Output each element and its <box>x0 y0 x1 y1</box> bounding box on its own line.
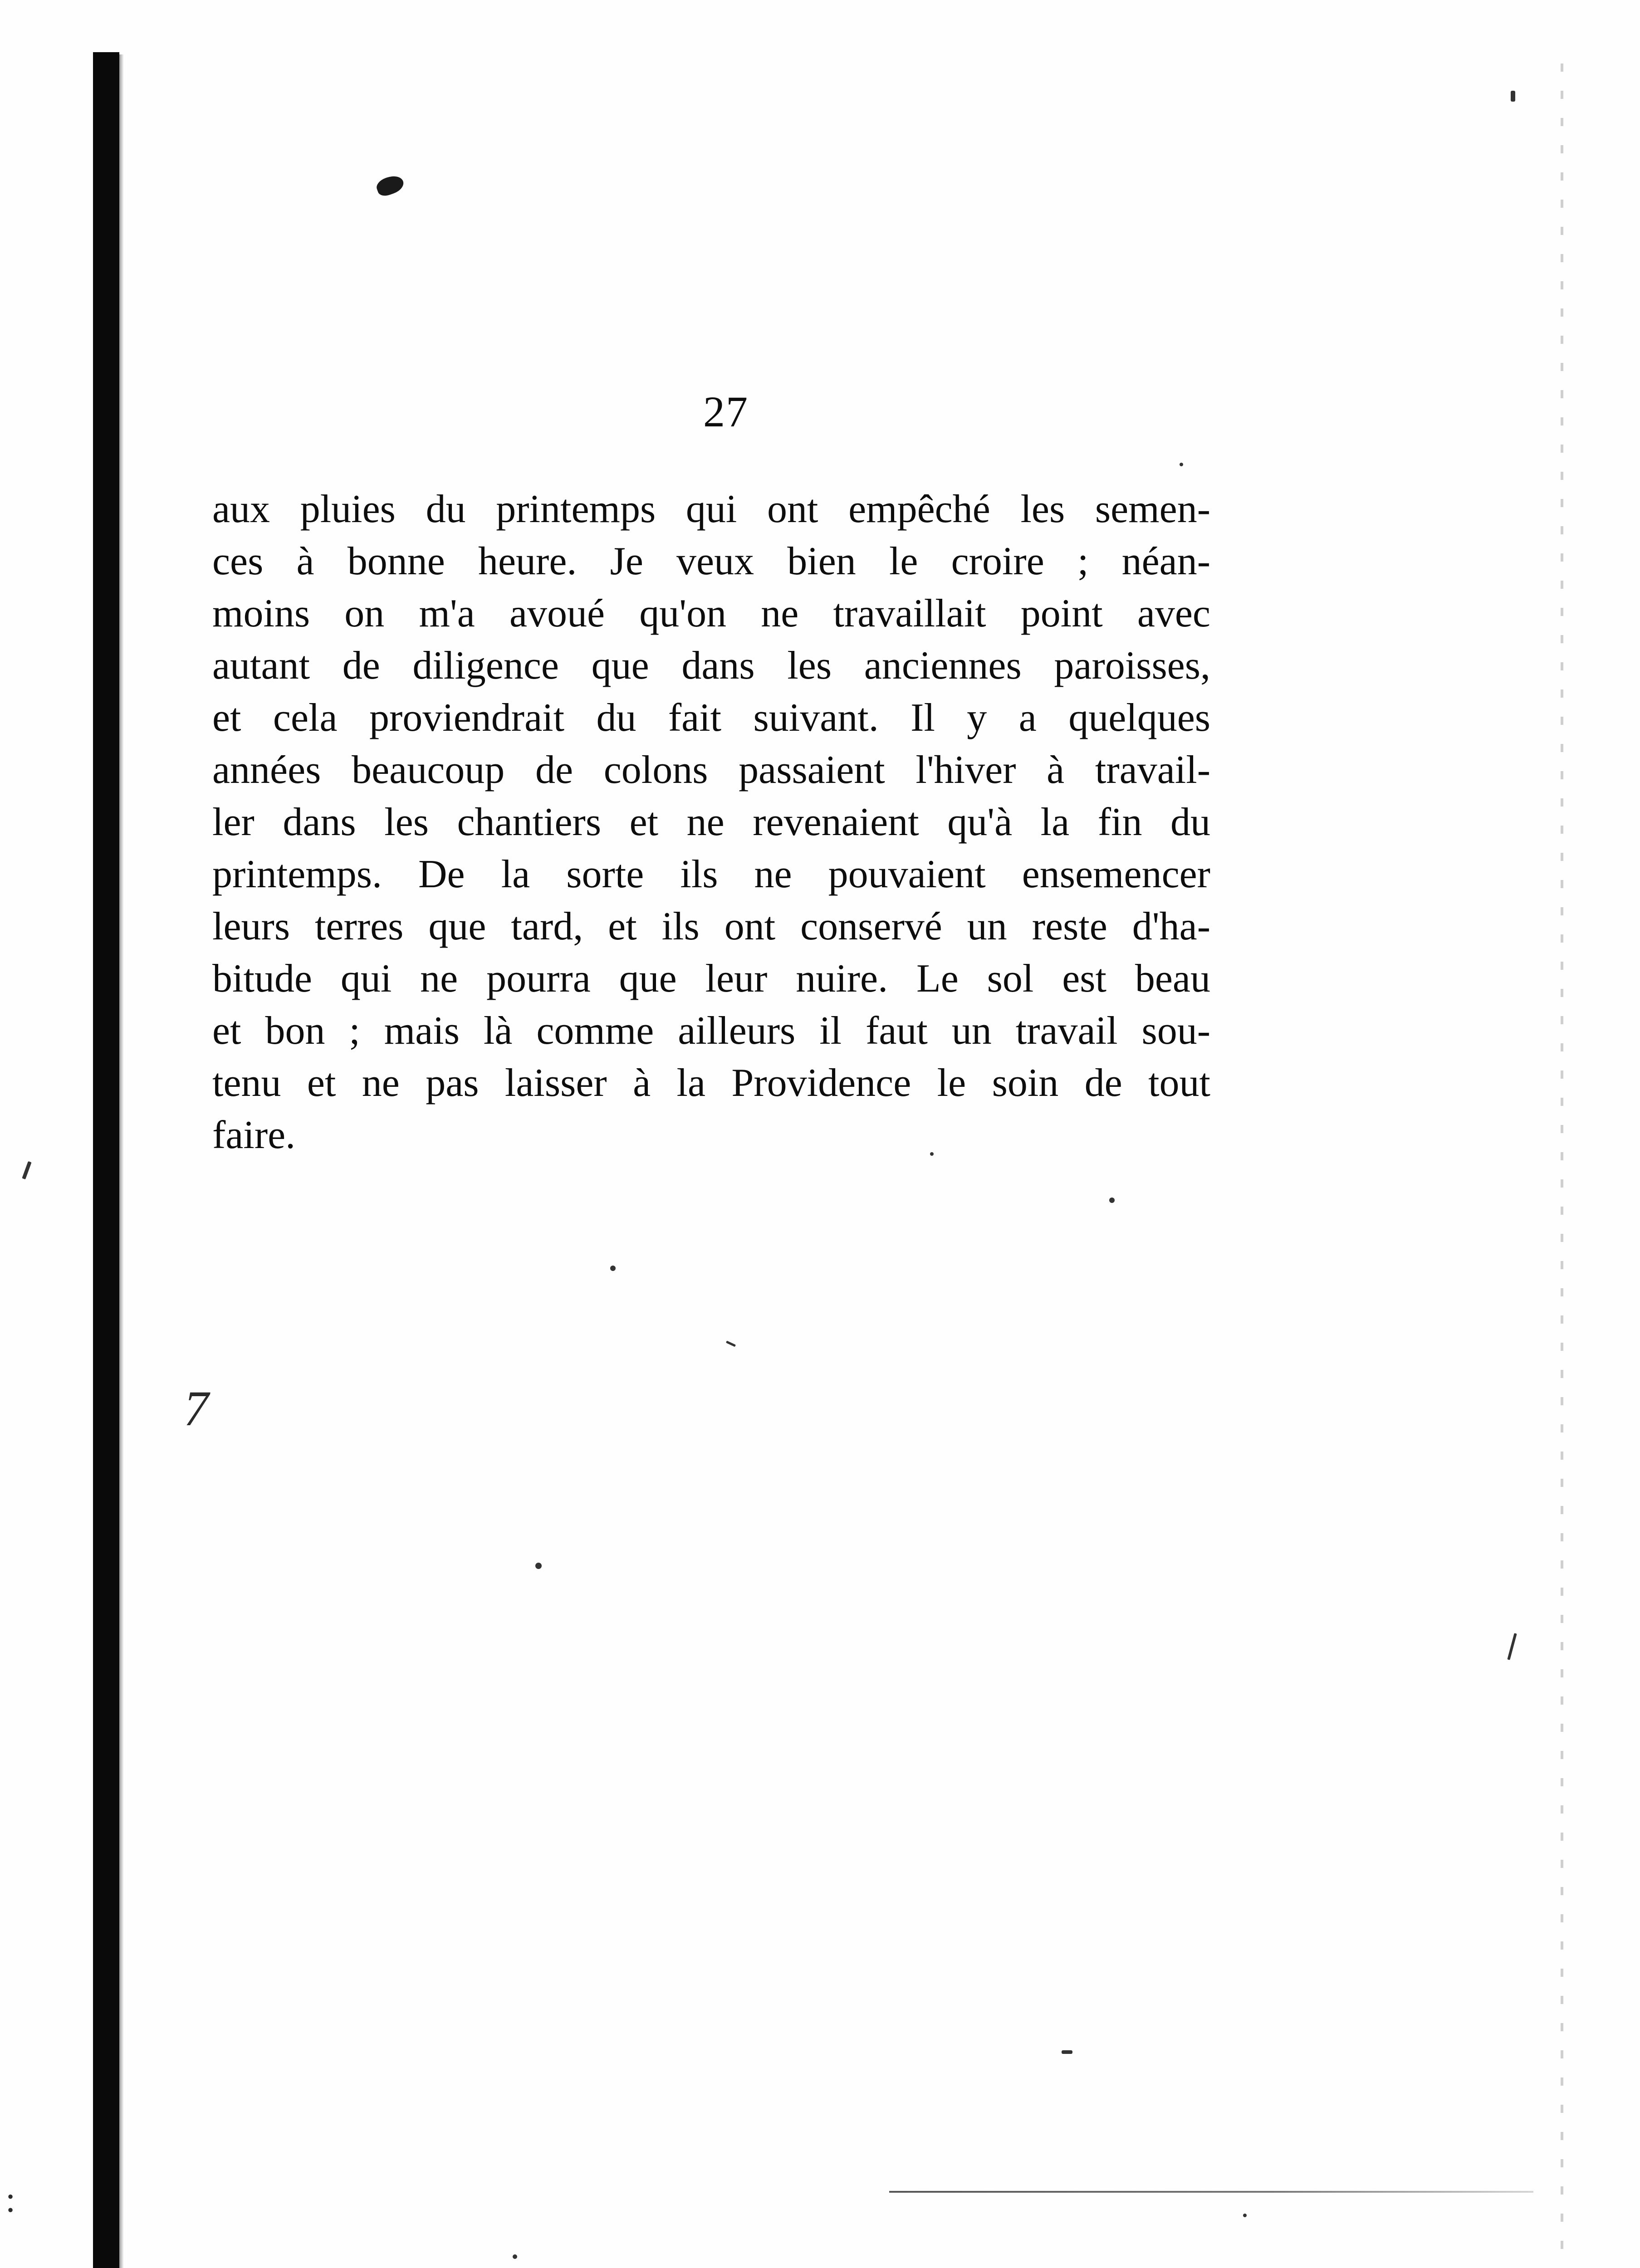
text-line: printemps. De la sorte ils ne pouvaient ensemencer <box>212 852 1210 896</box>
text-line: années beaucoup de colons passaient l'hiver à travail- <box>212 748 1210 792</box>
scan-speck <box>513 2254 517 2259</box>
binding-shadow <box>119 54 124 2268</box>
text-line: faire. <box>212 1113 296 1157</box>
scan-speck <box>535 1563 542 1569</box>
text-line: ler dans les chantiers et ne revenaient qu'à la fin du <box>212 800 1210 844</box>
text-line: bitude qui ne pourra que leur nuire. Le sol est beau <box>212 957 1210 1001</box>
margin-mark-seven: 7 <box>184 1381 209 1436</box>
text-line: moins on m'a avoué qu'on ne travaillait point avec <box>212 591 1210 635</box>
ink-blot <box>374 173 406 198</box>
text-line: et cela proviendrait du fait suivant. Il y a quelques <box>212 696 1210 740</box>
scan-speck <box>1511 91 1515 102</box>
text-line: aux pluies du printemps qui ont empêché les semen- <box>212 487 1210 531</box>
binding-strip <box>93 52 119 2268</box>
page-edge <box>1561 64 1563 2268</box>
scan-speck <box>22 1161 31 1179</box>
text-line: leurs terres que tard, et ils ont conservé un reste d'ha- <box>212 904 1210 948</box>
scan-speck <box>610 1266 616 1271</box>
scan-speck <box>1062 2050 1072 2054</box>
page-number: 27 <box>703 387 749 436</box>
scan-speck <box>930 1152 934 1156</box>
text-line: tenu et ne pas laisser à la Providence le soin de tout <box>212 1061 1210 1105</box>
margin-mark-colon: : <box>5 2180 16 2220</box>
body-text <box>212 483 1210 1161</box>
scan-speck <box>1507 1633 1517 1660</box>
text-line: autant de diligence que dans les anciennes paroisses, <box>212 644 1210 688</box>
text-line: et bon ; mais là comme ailleurs il faut un travail sou- <box>212 1009 1210 1053</box>
scan-speck <box>1180 463 1183 466</box>
scan-speck <box>1243 2214 1247 2217</box>
scan-speck <box>1109 1198 1115 1203</box>
text-line: ces à bonne heure. Je veux bien le croire ; néan- <box>212 539 1210 583</box>
horizontal-rule <box>889 2191 1533 2193</box>
scan-speck <box>726 1341 736 1347</box>
